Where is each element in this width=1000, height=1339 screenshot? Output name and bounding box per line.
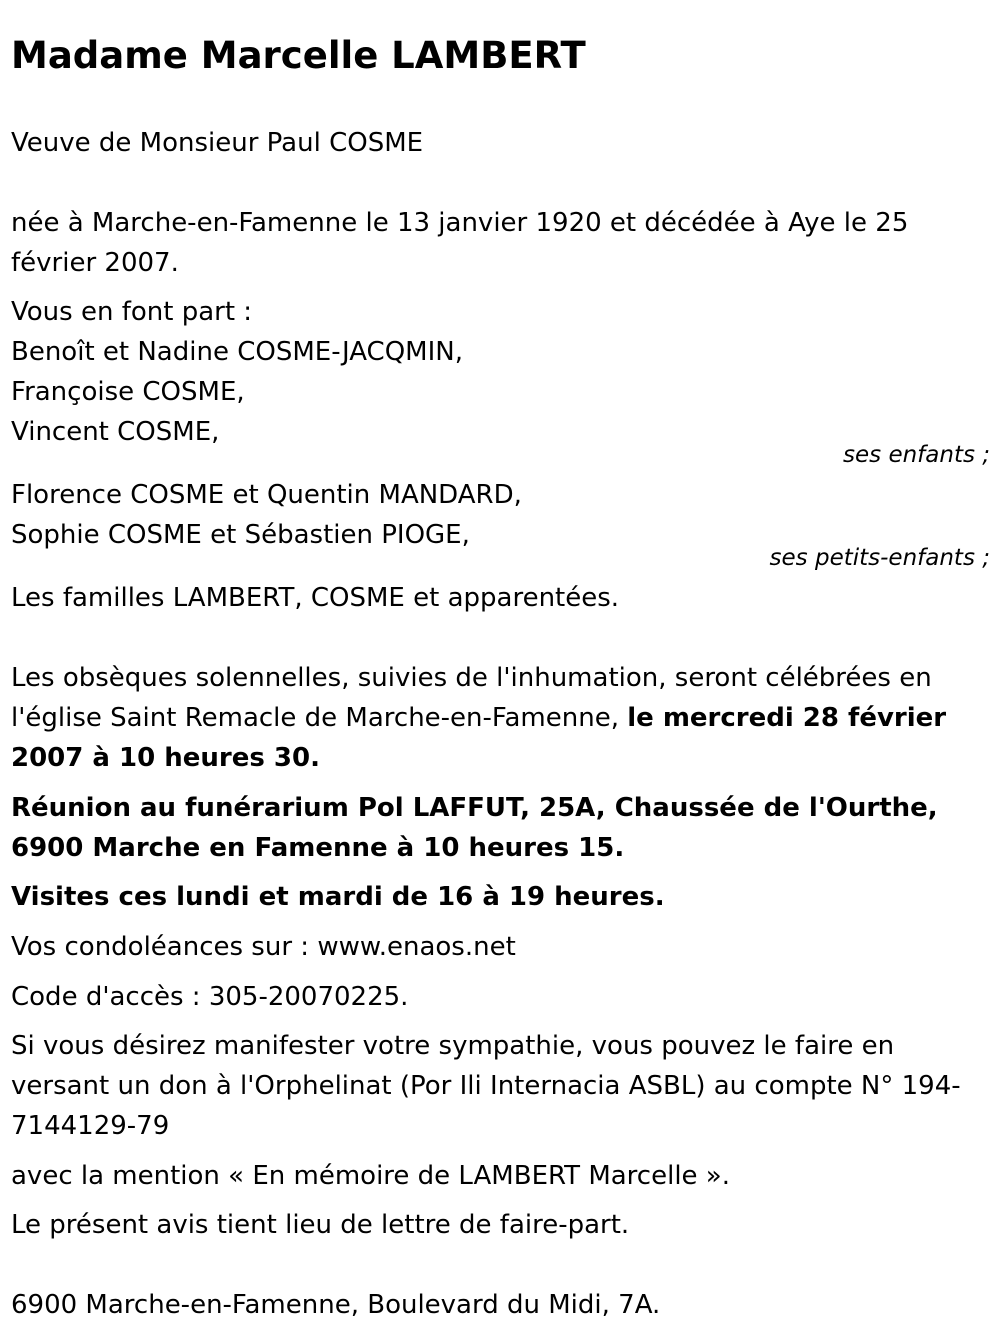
- access-code-text: Code d'accès : 305-20070225.: [11, 982, 409, 1012]
- meeting-text: Réunion au funérarium Pol LAFFUT, 25A, Chaussée de l'Ourthe, 6900 Marche en Famenne à 10 heures 15.: [11, 793, 938, 863]
- child-name-1: Benoît et Nadine COSME-JACQMIN,: [11, 337, 463, 367]
- address-text: 6900 Marche-en-Famenne, Boulevard du Midi, 7A.: [11, 1290, 661, 1320]
- grandchild-name-1: Florence COSME et Quentin MANDARD,: [11, 480, 522, 510]
- announce-intro: Vous en font part :: [11, 297, 253, 327]
- donation-text: Si vous désirez manifester votre sympathie, vous pouvez le faire en versant un don à l'Orphelinat (Por Ili Internacia ASBL) au compte N° 194-7144129-79: [11, 1031, 961, 1141]
- condolences-text: Vos condoléances sur : www.enaos.net: [11, 932, 516, 962]
- deceased-name-title: Madame Marcelle LAMBERT: [11, 34, 586, 77]
- grandchildren-label: ses petits-enfants ;: [769, 545, 990, 571]
- funeral-text: Les obsèques solennelles, suivies de l'inhumation, seront célébrées en l'église Saint Remacle de Marche-en-Famenne,: [11, 663, 932, 733]
- funeral-date: le mercredi 28 février 2007 à 10 heures 30.: [11, 703, 947, 773]
- mention-text: avec la mention « En mémoire de LAMBERT Marcelle ».: [11, 1161, 730, 1191]
- children-label: ses enfants ;: [843, 442, 990, 468]
- birth-death-text: née à Marche-en-Famenne le 13 janvier 1920 et décédée à Aye le 25 février 2007.: [11, 208, 909, 278]
- funeral-paragraph: [11, 658, 981, 778]
- visits-text: Visites ces lundi et mardi de 16 à 19 heures.: [11, 882, 665, 912]
- widow-of-line: Veuve de Monsieur Paul COSME: [11, 128, 424, 158]
- child-name-3: Vincent COSME,: [11, 417, 220, 447]
- child-name-2: Françoise COSME,: [11, 377, 245, 407]
- grandchild-name-2: Sophie COSME et Sébastien PIOGE,: [11, 520, 470, 550]
- notice-note-text: Le présent avis tient lieu de lettre de faire-part.: [11, 1210, 630, 1240]
- families-line: Les familles LAMBERT, COSME et apparentées.: [11, 583, 620, 613]
